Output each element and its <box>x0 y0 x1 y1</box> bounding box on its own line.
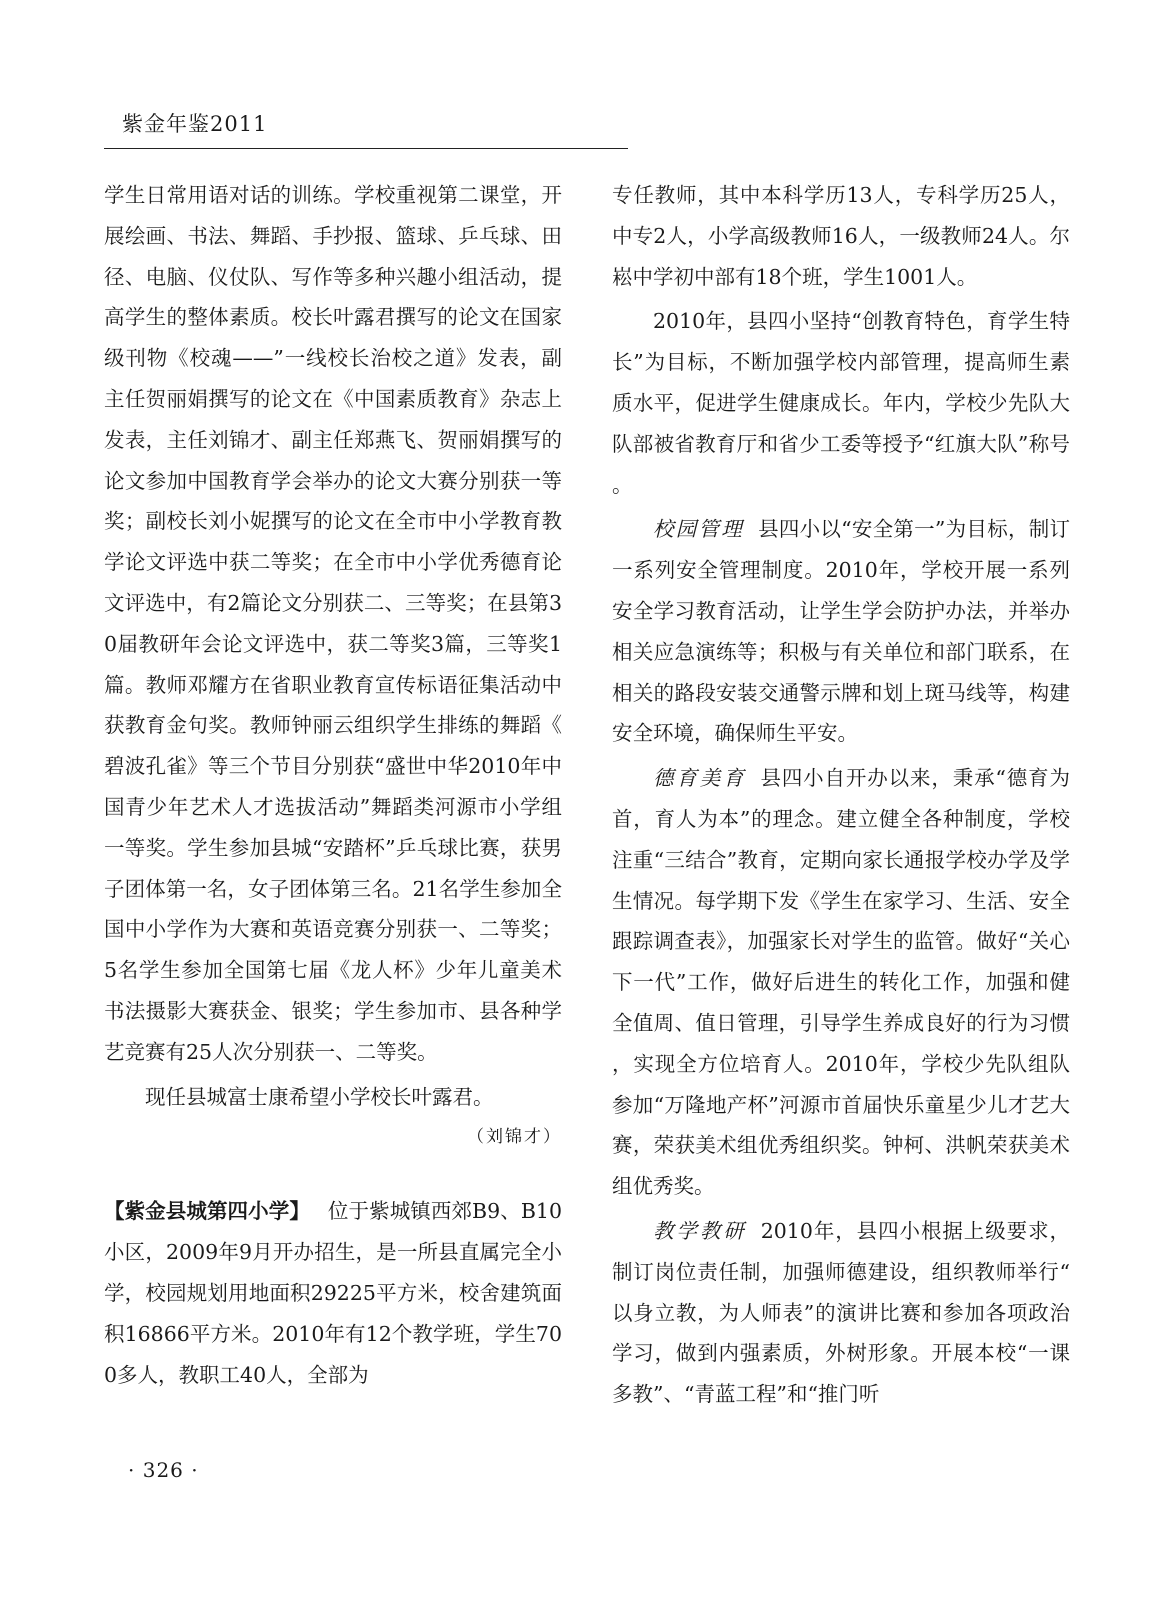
entry-title: 【紫金县城第四小学】 <box>104 1199 310 1224</box>
running-title: 紫金年鉴2011 <box>122 112 268 136</box>
section-heading-moral: 德育美育 <box>653 766 747 791</box>
right-paragraph-1: 专任教师，其中本科学历13人，专科学历25人，中专2人，小学高级教师16人，一级教师24人。尔崧中学初中部有18个班，学生1001人。 <box>612 183 1070 289</box>
right-column <box>612 175 1070 1415</box>
section-campus-management <box>612 509 1070 754</box>
page-number: · 326 · <box>128 1458 199 1482</box>
section-heading-campus: 校园管理 <box>653 517 745 542</box>
section-text-teaching: 2010年，县四小根据上级要求，制订岗位责任制，加强师德建设，组织教师举行“以身立教，为人师表”的演讲比赛和参加各项政治学习，做到内强素质，外树形象。开展本校“一课多教”、“青蓝工程”和“推门听 <box>612 1218 1071 1407</box>
left-paragraph-1: 学生日常用语对话的训练。学校重视第二课堂，开展绘画、书法、舞蹈、手抄报、篮球、乒乓球、田径、电脑、仪仗队、写作等多种兴趣小组活动，提高学生的整体素质。校长叶露君撰写的论文在国家级刊物《校魂——”一线校长治校之道》发表，副主任贺丽娟撰写的论文在《中国素质教育》杂志上发表，主任刘锦才、副主任郑燕飞、贺丽娟撰写的论文参加中国教育学会举办的论文大赛分别获一等奖；副校长刘小妮撰写的论文在全市中小学教育教学论文评选中获二等奖；在全市中小学优秀德育论文评选中，有2篇论文分别获二、三等奖；在县第30届教研年会论文评选中，获二等奖3篇，三等奖1篇。教师邓耀方在省职业教育宣传标语征集活动中获教育金句奖。教师钟丽云组织学生排练的舞蹈《碧波孔雀》等三个节目分别获“盛世中华2010年中国青少年艺术人才选拔活动”舞蹈类河源市小学组一等奖。学生参加县城“安踏杯”乒乓球比赛，获男子团体第一名，女子团体第三名。21名学生参加全国中小学作为大赛和英语竞赛分别获一、二等奖；5名学生参加全国第七届《龙人杯》少年儿童美术书法摄影大赛获金、银奖；学生参加市、县各种学艺竞赛有25人次分别获一、二等奖。 <box>104 183 562 1064</box>
section-heading-teaching: 教学教研 <box>653 1218 747 1243</box>
right-paragraph-2: 2010年，县四小坚持“创教育特色，育学生特长”为目标，不断加强学校内部管理，提高师生素质水平，促进学生健康成长。年内，学校少先队大队部被省教育厅和省少工委等授予“红旗大队”称号。 <box>612 309 1070 497</box>
entry-text: 位于紫城镇西郊B9、B10小区，2009年9月开办招生，是一所县直属完全小学，校园规划用地面积29225平方米，校舍建筑面积16866平方米。2010年有12个教学班，学生700多人，教职工40人，全部为 <box>104 1199 563 1387</box>
header-rule <box>104 148 628 149</box>
section-text-moral: 县四小自开办以来，秉承“德育为首，育人为本”的理念。建立健全各种制度，学校注重“三结合”教育，定期向家长通报学校办学及学生情况。每学期下发《学生在家学习、生活、安全跟踪调查表》，加强家长对学生的监管。做好“关心下一代”工作，做好后进生的转化工作，加强和健全值周、值日管理，引导学生养成良好的行为习惯，实现全方位培育人。2010年，学校少先队组队参加“万隆地产杯”河源市首届快乐童星少儿才艺大赛，荣获美术组优秀组织奖。钟柯、洪帆荣获美术组优秀奖。 <box>612 766 1071 1199</box>
left-column <box>104 175 562 1395</box>
section-text-campus: 县四小以“安全第一”为目标，制订一系列安全管理制度。2010年，学校开展一系列安全学习教育活动，让学生学会防护办法，并举办相关应急演练等；积极与有关单位和部门联系，在相关的路段安装交通警示牌和划上斑马线等，构建安全环境，确保师生平安。 <box>612 517 1070 746</box>
section-moral-aesthetic <box>612 758 1070 1207</box>
section-teaching-research <box>612 1211 1070 1415</box>
left-paragraph-2: 现任县城富士康希望小学校长叶露君。 <box>145 1084 494 1109</box>
entry-paragraph <box>104 1191 562 1395</box>
byline: （刘锦才） <box>467 1127 562 1148</box>
